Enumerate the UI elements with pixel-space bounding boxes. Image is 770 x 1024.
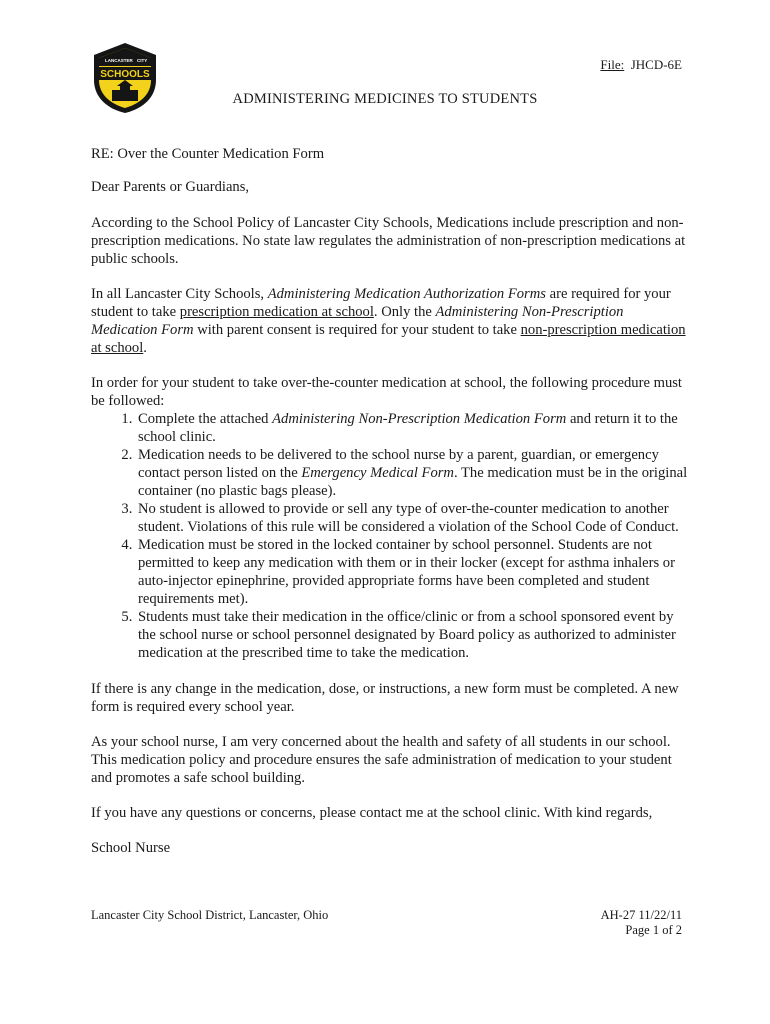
footer-page-number: Page 1 of 2 (625, 923, 682, 937)
procedure-step: 1. Complete the attached Administering Non-Prescription Medication Form and return it to the school clinic. (136, 410, 691, 446)
procedure-step: 5. Students must take their medication in the office/clinic or from a school sponsored event by the school nurse or school personnel designated by Board policy as authorized to administer medication at the prescribed time to take the medication. (136, 608, 691, 662)
letter-body (91, 145, 691, 857)
procedure-step: 2. Medication needs to be delivered to the school nurse by a parent, guardian, or emergency contact person listed on the Emergency Medical Form. The medication must be in the original container (no plastic bags please). (136, 446, 691, 500)
document-title: ADMINISTERING MEDICINES TO STUDENTS (232, 91, 538, 107)
paragraph-forms: In all Lancaster City Schools, Administering Medication Authorization Forms are required for your student to take prescription medication at school. Only the Administering Non-Prescription Medication Form with parent consent is required for your student to take non-prescription medication at school. (91, 286, 686, 356)
file-reference (600, 57, 682, 73)
paragraph-changes: If there is any change in the medication, dose, or instructions, a new form must be completed. A new form is required every school year. (91, 681, 679, 715)
footer-district: Lancaster City School District, Lancaster, Ohio (91, 908, 329, 922)
svg-text:SCHOOLS: SCHOOLS (100, 69, 150, 80)
re-line: RE: Over the Counter Medication Form (91, 146, 325, 162)
paragraph-concern: As your school nurse, I am very concerned about the health and safety of all students in our school. This medication policy and procedure ensures the safe administration of medication to your student and promotes a safe school building. (91, 734, 672, 786)
procedure-intro: In order for your student to take over-the-counter medication at school, the following procedure must be followed: (91, 375, 682, 409)
footer-meta (601, 908, 682, 938)
file-code: JHCD-6E (630, 57, 682, 72)
paragraph-policy: According to the School Policy of Lancaster City Schools, Medications include prescription and non-prescription medications. No state law regulates the administration of non-prescription medications at public schools. (91, 215, 686, 267)
svg-text:LANCASTER: LANCASTER (105, 58, 133, 63)
salutation: Dear Parents or Guardians, (91, 179, 250, 195)
footer-code: AH-27 11/22/11 (600, 908, 682, 922)
paragraph-contact: If you have any questions or concerns, please contact me at the school clinic. With kind regards, (91, 805, 653, 821)
svg-text:CITY: CITY (137, 58, 148, 63)
signature: School Nurse (91, 840, 171, 856)
procedure-step: 3. No student is allowed to provide or sell any type of over-the-counter medication to another student. Violations of this rule will be considered a violation of the School Code of Conduct. (136, 500, 691, 536)
nonprescription-underline: non-prescription medication at school (91, 322, 686, 356)
prescription-underline: prescription medication at school (179, 304, 374, 320)
file-label: File: (600, 57, 625, 72)
procedure-steps (91, 410, 691, 662)
procedure-step: 4. Medication must be stored in the locked container by school personnel. Students are not permitted to keep any medication with them or in their locker (except for asthma inhalers or auto-injector epinephrine, provided appropriate forms have been completed and student requirements met). (136, 536, 691, 608)
